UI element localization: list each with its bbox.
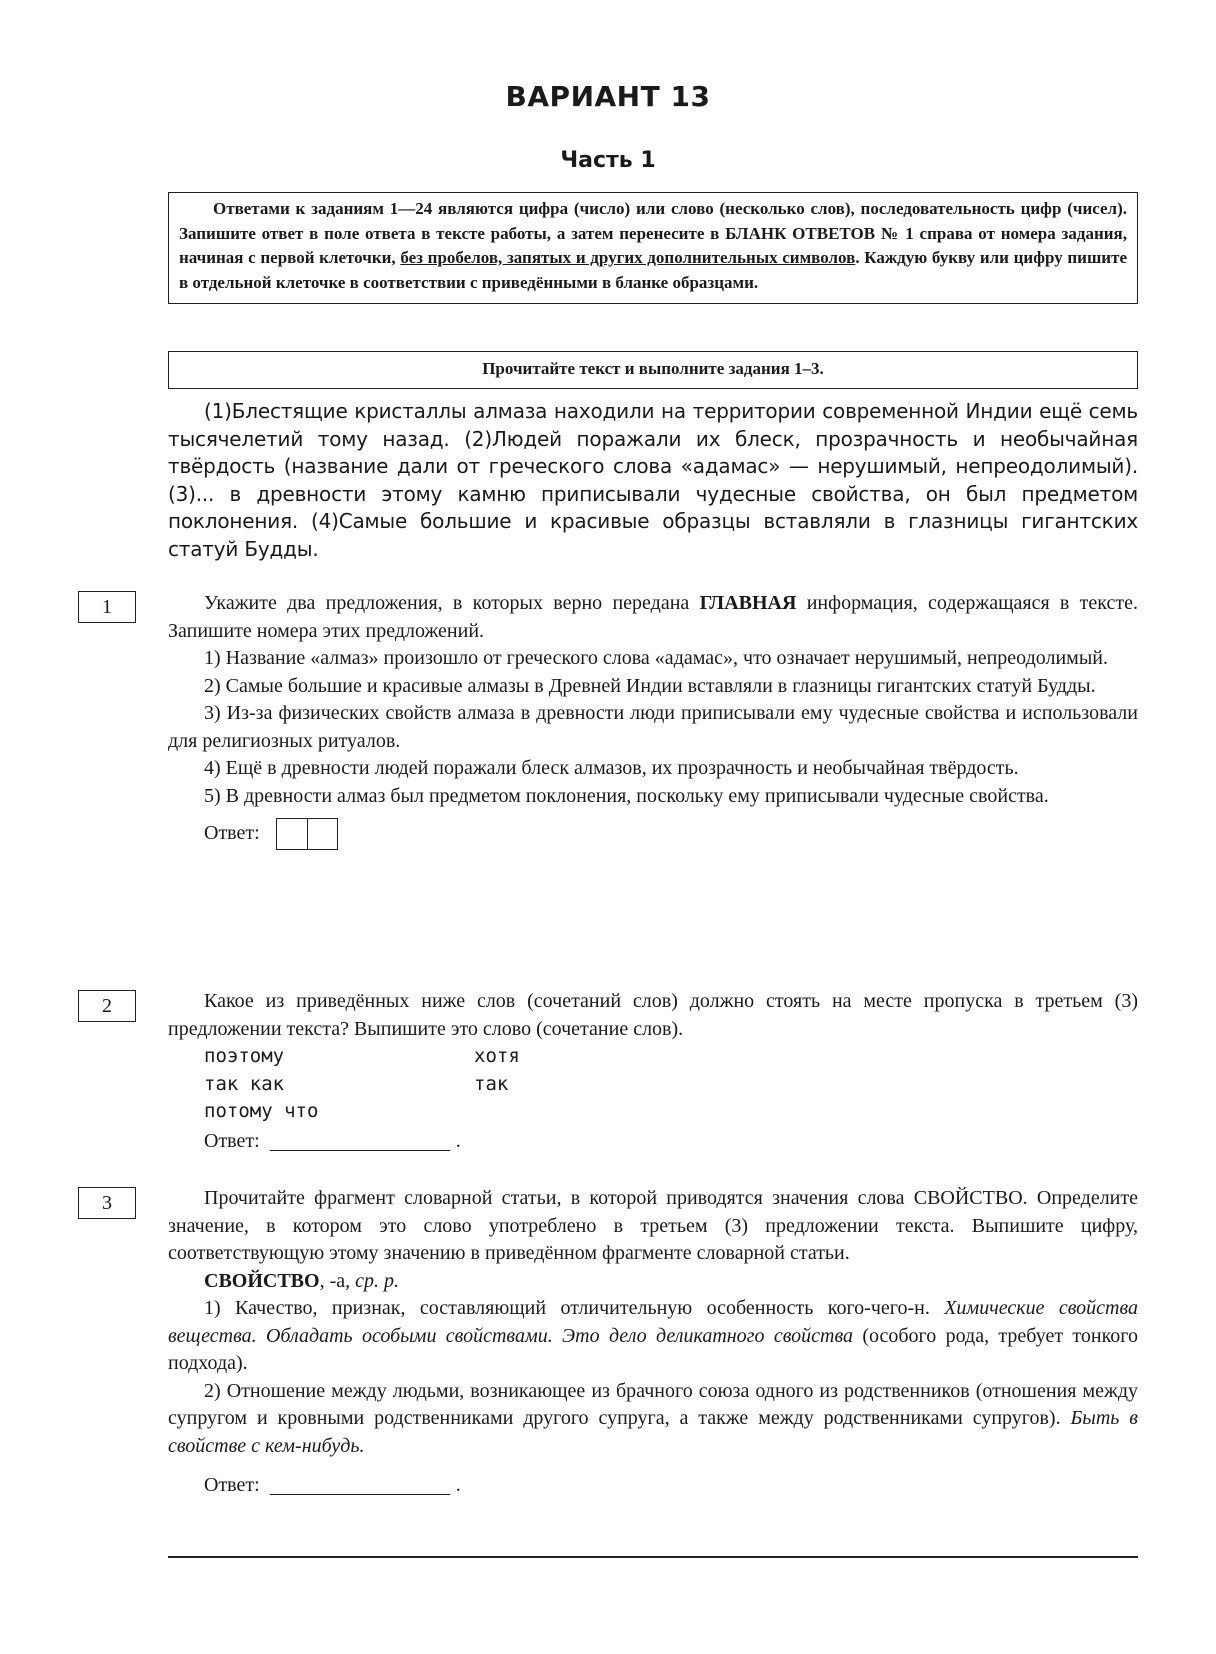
dictionary-meaning-2: 2) Отношение между людьми, возникающее из брачного союза одного из родственников (отношения между супругом и кровными родственниками другого супруга, а также между родственниками супругов). Быть в свойстве с кем-нибудь. xyxy=(168,1379,1138,1457)
task-2-answer-period: . xyxy=(455,1129,461,1152)
word-option: так xyxy=(474,1072,509,1095)
task-1-option-1: 1) Название «алмаз» произошло от греческого слова «адамас», что означает нерушимый, непреодолимый. xyxy=(204,647,1108,669)
word-option: так как xyxy=(204,1072,285,1095)
task-1-option-3: 3) Из-за физических свойств алмаза в древности люди приписывали ему чудесные свойства и использовали для религиозных ритуалов. xyxy=(168,702,1138,752)
read-prompt: Прочитайте текст и выполните задания 1–3. xyxy=(482,359,824,378)
task-1-answer-cells[interactable] xyxy=(276,818,338,850)
word-option: потому что xyxy=(204,1100,319,1122)
task-2-answer-row xyxy=(168,1128,1138,1156)
task-1-prompt: Укажите два предложения, в которых верно передана ГЛАВНАЯ информация, содержащаяся в тексте. Запишите номера этих предложений. xyxy=(168,592,1138,642)
word-option: поэтому xyxy=(204,1045,285,1067)
task-2-answer-line[interactable] xyxy=(270,1132,450,1151)
task-2 xyxy=(168,988,1138,1155)
answer-cell[interactable] xyxy=(307,819,337,849)
word-option: хотя xyxy=(474,1045,520,1067)
task-1 xyxy=(168,590,1138,850)
task-1-emphasis: ГЛАВНАЯ xyxy=(699,592,797,614)
dictionary-meaning-1: 1) Качество, признак, составляющий отличительную особенность кого-чего-н. Химические свойства вещества. Обладать особыми свойствами. Это дело деликатного свойства (особого рода, требует тонкого подхода). xyxy=(168,1297,1138,1374)
instructions-text: Ответами к заданиям 1—24 являются цифра (число) или слово (несколько слов), последовательность цифр (чисел). Запишите ответ в поле ответа в тексте работы, а затем перенесите в БЛАНК ОТВЕТОВ № 1 справа от номера задания, начиная с первой клеточки, xyxy=(179,199,1127,267)
passage-text: (1)Блестящие кристаллы алмаза находили на территории современной Индии ещё семь тысячелетий тому назад. (2)Людей поражали их блеск, прозрачность и необычайная твёрдость (название дали от греческого слова «адамас» — нерушимый, непреодолимый). (3)... в древности этому камню приписывали чудесные свойства, он был предметом поклонения. (4)Самые большие и красивые образцы вставляли в глазницы гигантских статуй Будды. xyxy=(168,399,1138,561)
meaning-2-example: Быть в свойстве с кем-нибудь. xyxy=(168,1407,1138,1457)
task-1-answer-row xyxy=(168,818,1138,850)
task-1-option-5: 5) В древности алмаз был предметом поклонения, поскольку ему приписывали чудесные свойства. xyxy=(204,784,1049,807)
instructions-text-end: . Каждую букву или цифру пишите в отдельной клеточке в соответствии с приведёнными в бланке образцами. xyxy=(179,248,1127,292)
bottom-rule xyxy=(168,1556,1138,1558)
task-1-answer-label: Ответ: xyxy=(204,822,260,845)
answer-cell[interactable] xyxy=(277,819,307,849)
task-number-1: 1 xyxy=(78,591,136,623)
meaning-1-example: Химические свойства вещества. Обладать особыми свойствами. Это дело деликатного свойства xyxy=(168,1297,1138,1347)
task-3-answer-period: . xyxy=(455,1474,461,1496)
task-number-2: 2 xyxy=(78,990,136,1022)
task-2-prompt: Какое из приведённых ниже слов (сочетаний слов) должно стоять на месте пропуска в третьем (3) предложении текста? Выпишите это слово (сочетание слов). xyxy=(168,990,1138,1040)
task-2-word-list xyxy=(168,1043,1138,1126)
task-3-answer-line[interactable] xyxy=(270,1476,450,1495)
dictionary-headword-line: СВОЙСТВО, -а, ср. р. xyxy=(204,1269,400,1292)
task-1-option-2: 2) Самые большие и красивые алмазы в Древней Индии вставляли в глазницы гигантских статуй Будды. xyxy=(204,674,1096,697)
task-3-answer-row xyxy=(168,1472,1138,1500)
task-3-answer-label: Ответ: xyxy=(204,1474,260,1496)
task-2-answer-label: Ответ: xyxy=(204,1129,260,1152)
instructions-underlined: без пробелов, запятых и других дополнительных символов xyxy=(400,248,856,267)
task-3-prompt: Прочитайте фрагмент словарной статьи, в которой приводятся значения слова СВОЙСТВО. Определите значение, в котором это слово употреблено в третьем (3) предложении текста. Выпишите цифру, соответствующую этому значению в приведённом фрагменте словарной статьи. xyxy=(168,1187,1138,1264)
dictionary-headword: СВОЙСТВО xyxy=(204,1269,320,1292)
task-3 xyxy=(168,1185,1138,1500)
task-number-3: 3 xyxy=(78,1187,136,1219)
read-prompt-box xyxy=(168,351,1138,389)
part-title: Часть 1 xyxy=(560,148,656,173)
variant-title: ВАРИАНТ 13 xyxy=(505,80,711,113)
task-1-option-4: 4) Ещё в древности людей поражали блеск алмазов, их прозрачность и необычайная твёрдость. xyxy=(204,757,1019,779)
instructions-box xyxy=(168,192,1138,304)
